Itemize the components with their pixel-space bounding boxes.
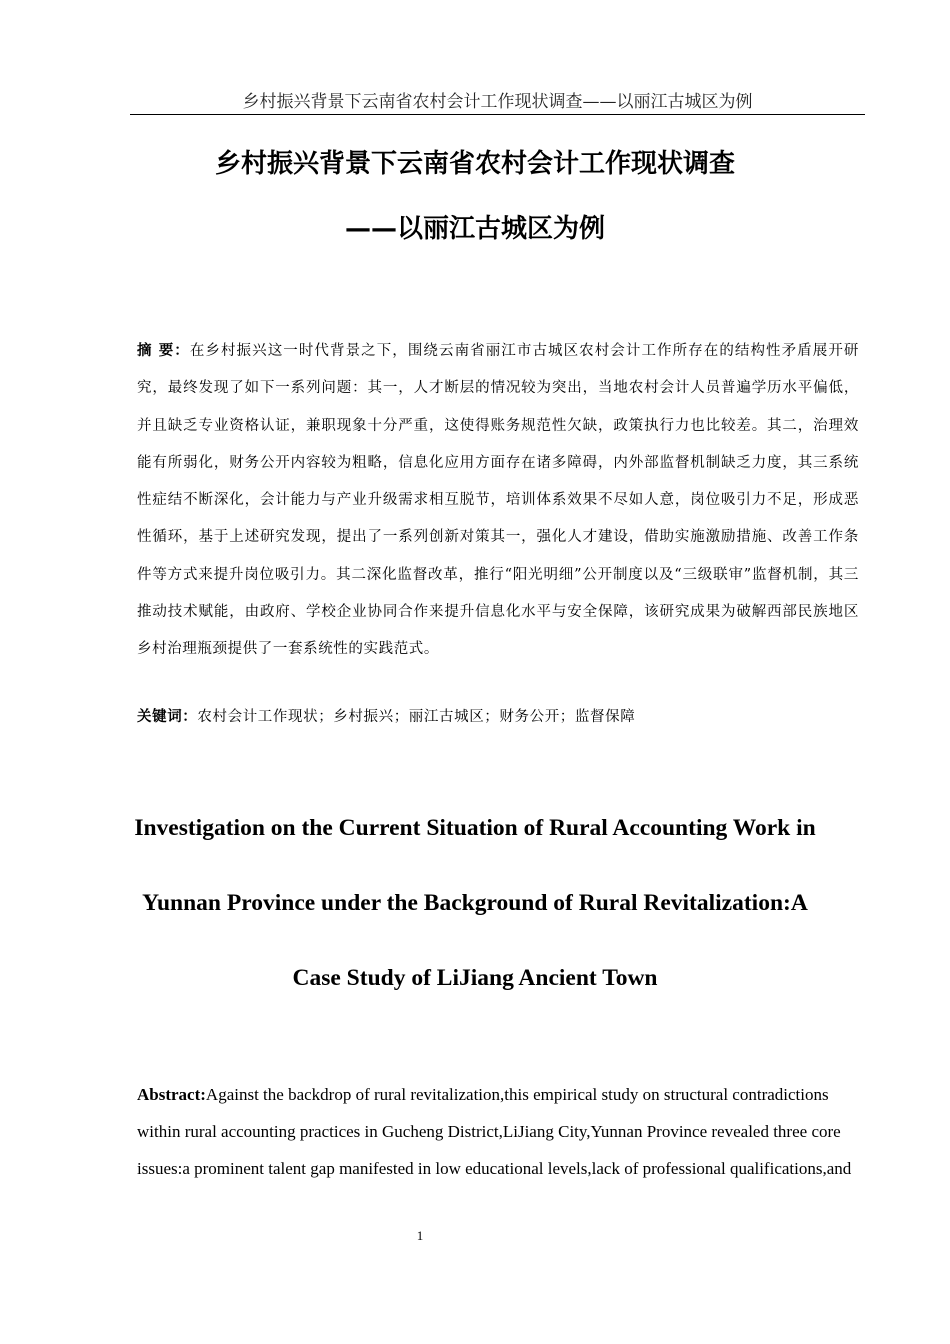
english-abstract-label: Abstract:: [137, 1085, 206, 1104]
chinese-title-line-1: 乡村振兴背景下云南省农村会计工作现状调查: [214, 149, 735, 179]
english-title-line-2: Yunnan Province under the Background of Rural Revitalization:A: [142, 890, 808, 916]
chinese-keywords-label: 关键词：: [137, 709, 198, 725]
chinese-abstract-label: 摘 要：: [137, 343, 190, 359]
english-abstract: [137, 1076, 859, 1187]
english-title-line-3: Case Study of LiJiang Ancient Town: [292, 965, 658, 991]
running-header: 乡村振兴背景下云南省农村会计工作现状调查——以丽江古城区为例: [130, 90, 865, 115]
chinese-title-line-2: ——以丽江古城区为例: [344, 214, 605, 244]
chinese-keywords-text: 农村会计工作现状；乡村振兴；丽江古城区；财务公开；监督保障: [197, 709, 636, 725]
english-abstract-text: Against the backdrop of rural revitalization,this empirical study on structural contradictions within rural accounting practices in Gucheng District,LiJiang City,Yunnan Province revealed three core issues:a prominent talent gap manifested in low educational levels,lack of professional qualifications,and: [137, 1085, 852, 1178]
chinese-keywords: [137, 702, 859, 732]
chinese-abstract-text: 在乡村振兴这一时代背景之下，围绕云南省丽江市古城区农村会计工作所存在的结构性矛盾展开研究，最终发现了如下一系列问题：其一，人才断层的情况较为突出，当地农村会计人员普遍学历水平偏低，并且缺乏专业资格认证，兼职现象十分严重，这使得账务规范性欠缺，政策执行力也比较差。其二，治理效能有所弱化，财务公开内容较为粗略，信息化应用方面存在诸多障碍，内外部监督机制缺乏力度，其三系统性症结不断深化，会计能力与产业升级需求相互脱节，培训体系效果不尽如人意，岗位吸引力不足，形成恶性循环，基于上述研究发现，提出了一系列创新对策其一，强化人才建设，借助实施激励措施、改善工作条件等方式来提升岗位吸引力。其二深化监督改革，推行“阳光明细”公开制度以及“三级联审”监督机制，其三推动技术赋能，由政府、学校企业协同合作来提升信息化水平与安全保障，该研究成果为破解西部民族地区乡村治理瓶颈提供了一套系统性的实践范式。: [137, 343, 859, 658]
chinese-abstract: [137, 333, 859, 669]
english-title-line-1: Investigation on the Current Situation of Rural Accounting Work in: [134, 815, 816, 841]
page-number: 1: [416, 1228, 424, 1243]
